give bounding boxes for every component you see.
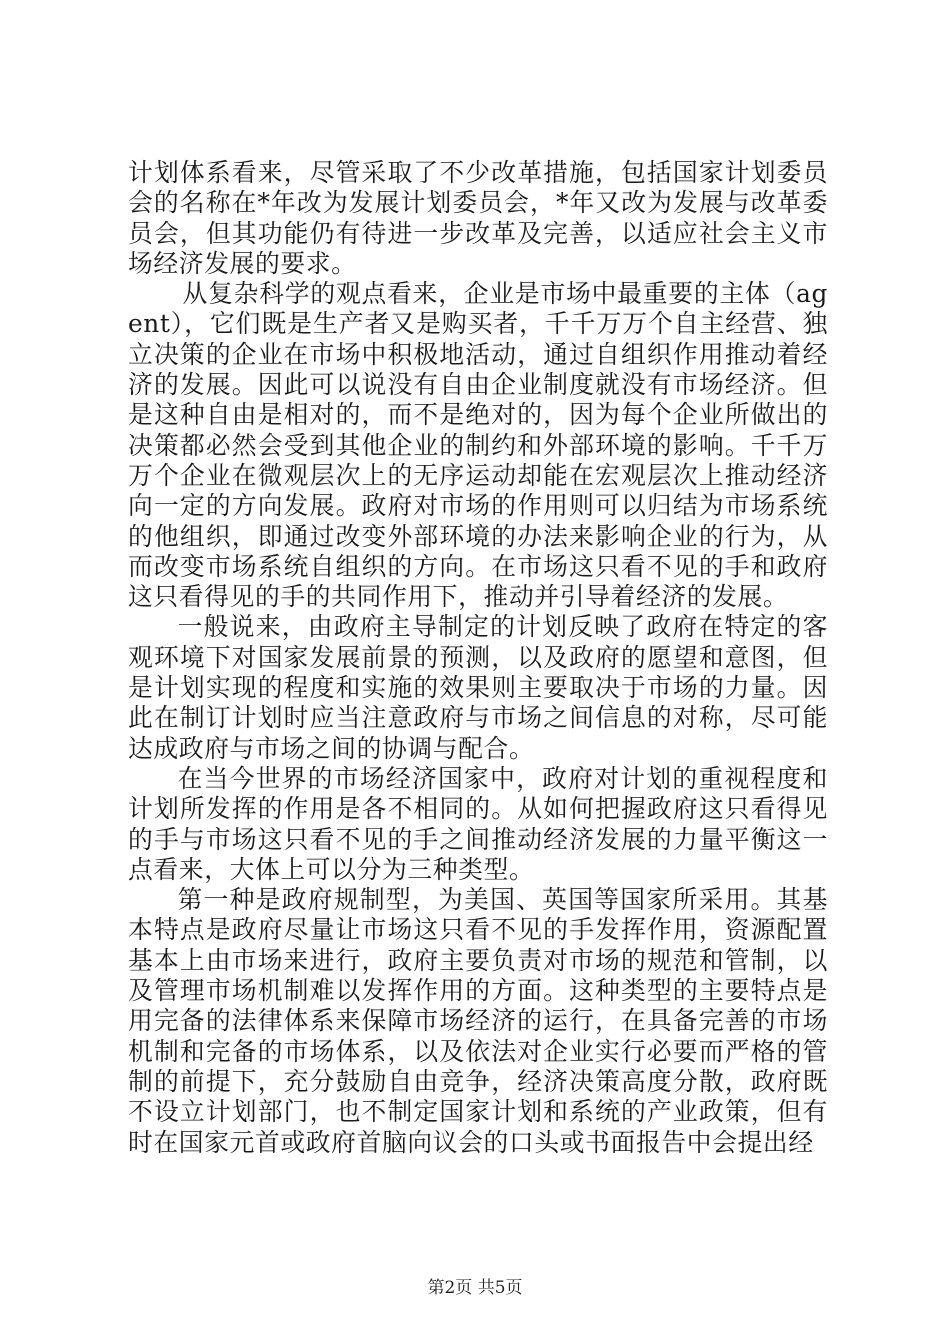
paragraph-5: 第一种是政府规制型，为美国、英国等国家所采用。其基本特点是政府尽量让市场这只看不见的手发挥作用，资源配置基本上由市场来进行，政府主要负责对市场的规范和管制，以及管理市场机制难以发挥作用的方面。这种类型的主要特点是用完备的法律体系来保障市场经济的运行，在具备完善的市场机制和完备的市场体系，以及依法对企业实行必要而严格的管制的前提下，充分鼓励自由竞争，经济决策高度分散，政府既不设立计划部门，也不制定国家计划和系统的产业政策，但有时在国家元首或政府首脑向议会的口头或书面报告中会提出经 — [128, 885, 828, 1157]
document-body — [128, 158, 828, 1158]
paragraph-3: 一般说来，由政府主导制定的计划反映了政府在特定的客观环境下对国家发展前景的预测，以及政府的愿望和意图，但是计划实现的程度和实施的效果则主要取决于市场的力量。因此在制订计划时应当注意政府与市场之间信息的对称，尽可能达成政府与市场之间的协调与配合。 — [128, 612, 828, 763]
paragraph-4: 在当今世界的市场经济国家中，政府对计划的重视程度和计划所发挥的作用是各不相同的。从如何把握政府这只看得见的手与市场这只看不见的手之间推动经济发展的力量平衡这一点看来，大体上可以分为三种类型。 — [128, 763, 828, 884]
paragraph-2: 从复杂科学的观点看来，企业是市场中最重要的主体（agent），它们既是生产者又是购买者，千千万万个自主经营、独立决策的企业在市场中积极地活动，通过自组织作用推动着经济的发展。因此可以说没有自由企业制度就没有市场经济。但是这种自由是相对的，而不是绝对的，因为每个企业所做出的决策都必然会受到其他企业的制约和外部环境的影响。千千万万个企业在微观层次上的无序运动却能在宏观层次上推动经济向一定的方向发展。政府对市场的作用则可以归结为市场系统的他组织，即通过改变外部环境的办法来影响企业的行为，从而改变市场系统自组织的方向。在市场这只看不见的手和政府这只看得见的手的共同作用下，推动并引导着经济的发展。 — [128, 279, 828, 612]
paragraph-1: 计划体系看来，尽管采取了不少改革措施，包括国家计划委员会的名称在*年改为发展计划委员会，*年又改为发展与改革委员会，但其功能仍有待进一步改革及完善，以适应社会主义市场经济发展的要求。 — [128, 158, 828, 278]
page-number: 第2页 共5页 — [427, 1278, 523, 1298]
page-footer — [0, 1278, 950, 1298]
